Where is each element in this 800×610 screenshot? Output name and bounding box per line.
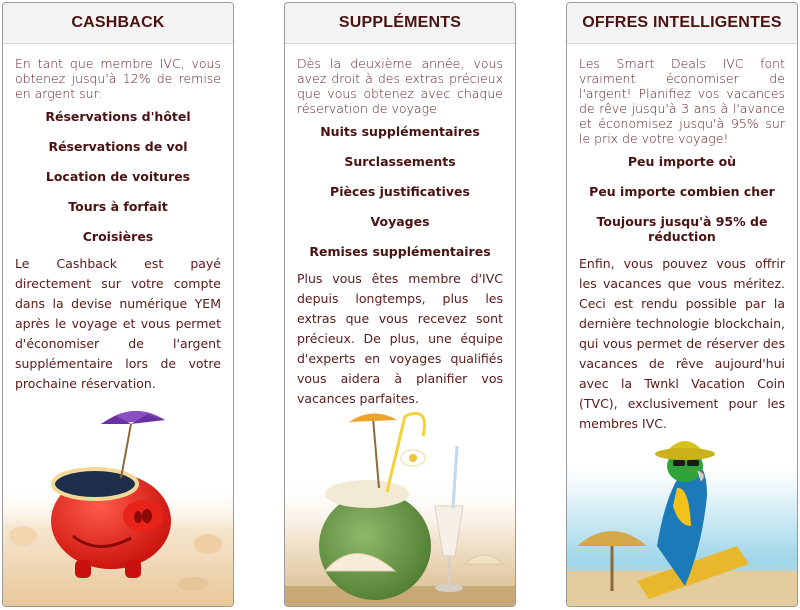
- card-header: [567, 3, 797, 44]
- feature-item: Réservations de vol: [48, 139, 188, 154]
- feature-item: Pièces justificatives: [330, 184, 470, 199]
- supplements-card: [284, 2, 516, 607]
- card-outro: Plus vous êtes membre d'IVC depuis longtemps, plus les extras que vous recevez sont précieux. De plus, une équipe d'experts en voyages qualifiés vous aidera à planifier vos vacances parfaites.: [297, 271, 503, 406]
- card-header: [285, 3, 515, 44]
- cashback-card: [2, 2, 234, 607]
- card-body: [567, 44, 797, 434]
- card-body: [3, 44, 233, 394]
- coconut-cocktail-icon: [285, 396, 515, 606]
- card-intro: Dès la deuxième année, vous avez droit à des extras précieux que vous obtenez avec chaque réservation de voyage: [297, 56, 503, 116]
- card-outro: Le Cashback est payé directement sur votre compte dans la devise numérique YEM après le voyage et vous permet d'économiser de l'argent supplémentaire lors de votre prochaine réservation.: [15, 256, 221, 391]
- feature-item: Toujours jusqu'à 95% de réduction: [596, 214, 768, 244]
- card-intro: En tant que membre IVC, vous obtenez jusqu'à 12% de remise en argent sur:: [15, 56, 221, 101]
- feature-item: Tours à forfait: [68, 199, 168, 214]
- feature-item: Surclassements: [344, 154, 456, 169]
- card-outro: Enfin, vous pouvez vous offrir les vacances que vous méritez. Ceci est rendu possible par la dernière technologie blockchain, qui vous permet de réserver des vacances de rêve aujourd'hui avec la Twnkl Vacation Coin (TVC), exclusivement pour les membres IVC.: [579, 256, 785, 431]
- piggy-bank-icon: [3, 396, 233, 606]
- feature-item: Peu importe où: [627, 154, 737, 169]
- card-header: [3, 3, 233, 44]
- feature-item: Location de voitures: [45, 169, 191, 184]
- card-title: SUPPLÉMENTS: [338, 14, 462, 31]
- feature-item: Peu importe combien cher: [589, 184, 775, 199]
- card-title: CASHBACK: [71, 14, 165, 31]
- feature-item: Remises supplémentaires: [309, 244, 491, 259]
- smart-deals-card: [566, 2, 798, 607]
- card-body: [285, 44, 515, 409]
- feature-item: Croisières: [82, 229, 154, 244]
- card-intro: Les Smart Deals IVC font vraiment économiser de l'argent! Planifiez vos vacances de rêve jusqu'à 3 ans à l'avance et économisez jusqu'à 95% sur le prix de votre voyage!: [579, 56, 785, 146]
- feature-item: Réservations d'hôtel: [45, 109, 191, 124]
- feature-item: Nuits supplémentaires: [320, 124, 480, 139]
- feature-item: Voyages: [370, 214, 430, 229]
- card-title: OFFRES INTELLIGENTES: [582, 14, 782, 31]
